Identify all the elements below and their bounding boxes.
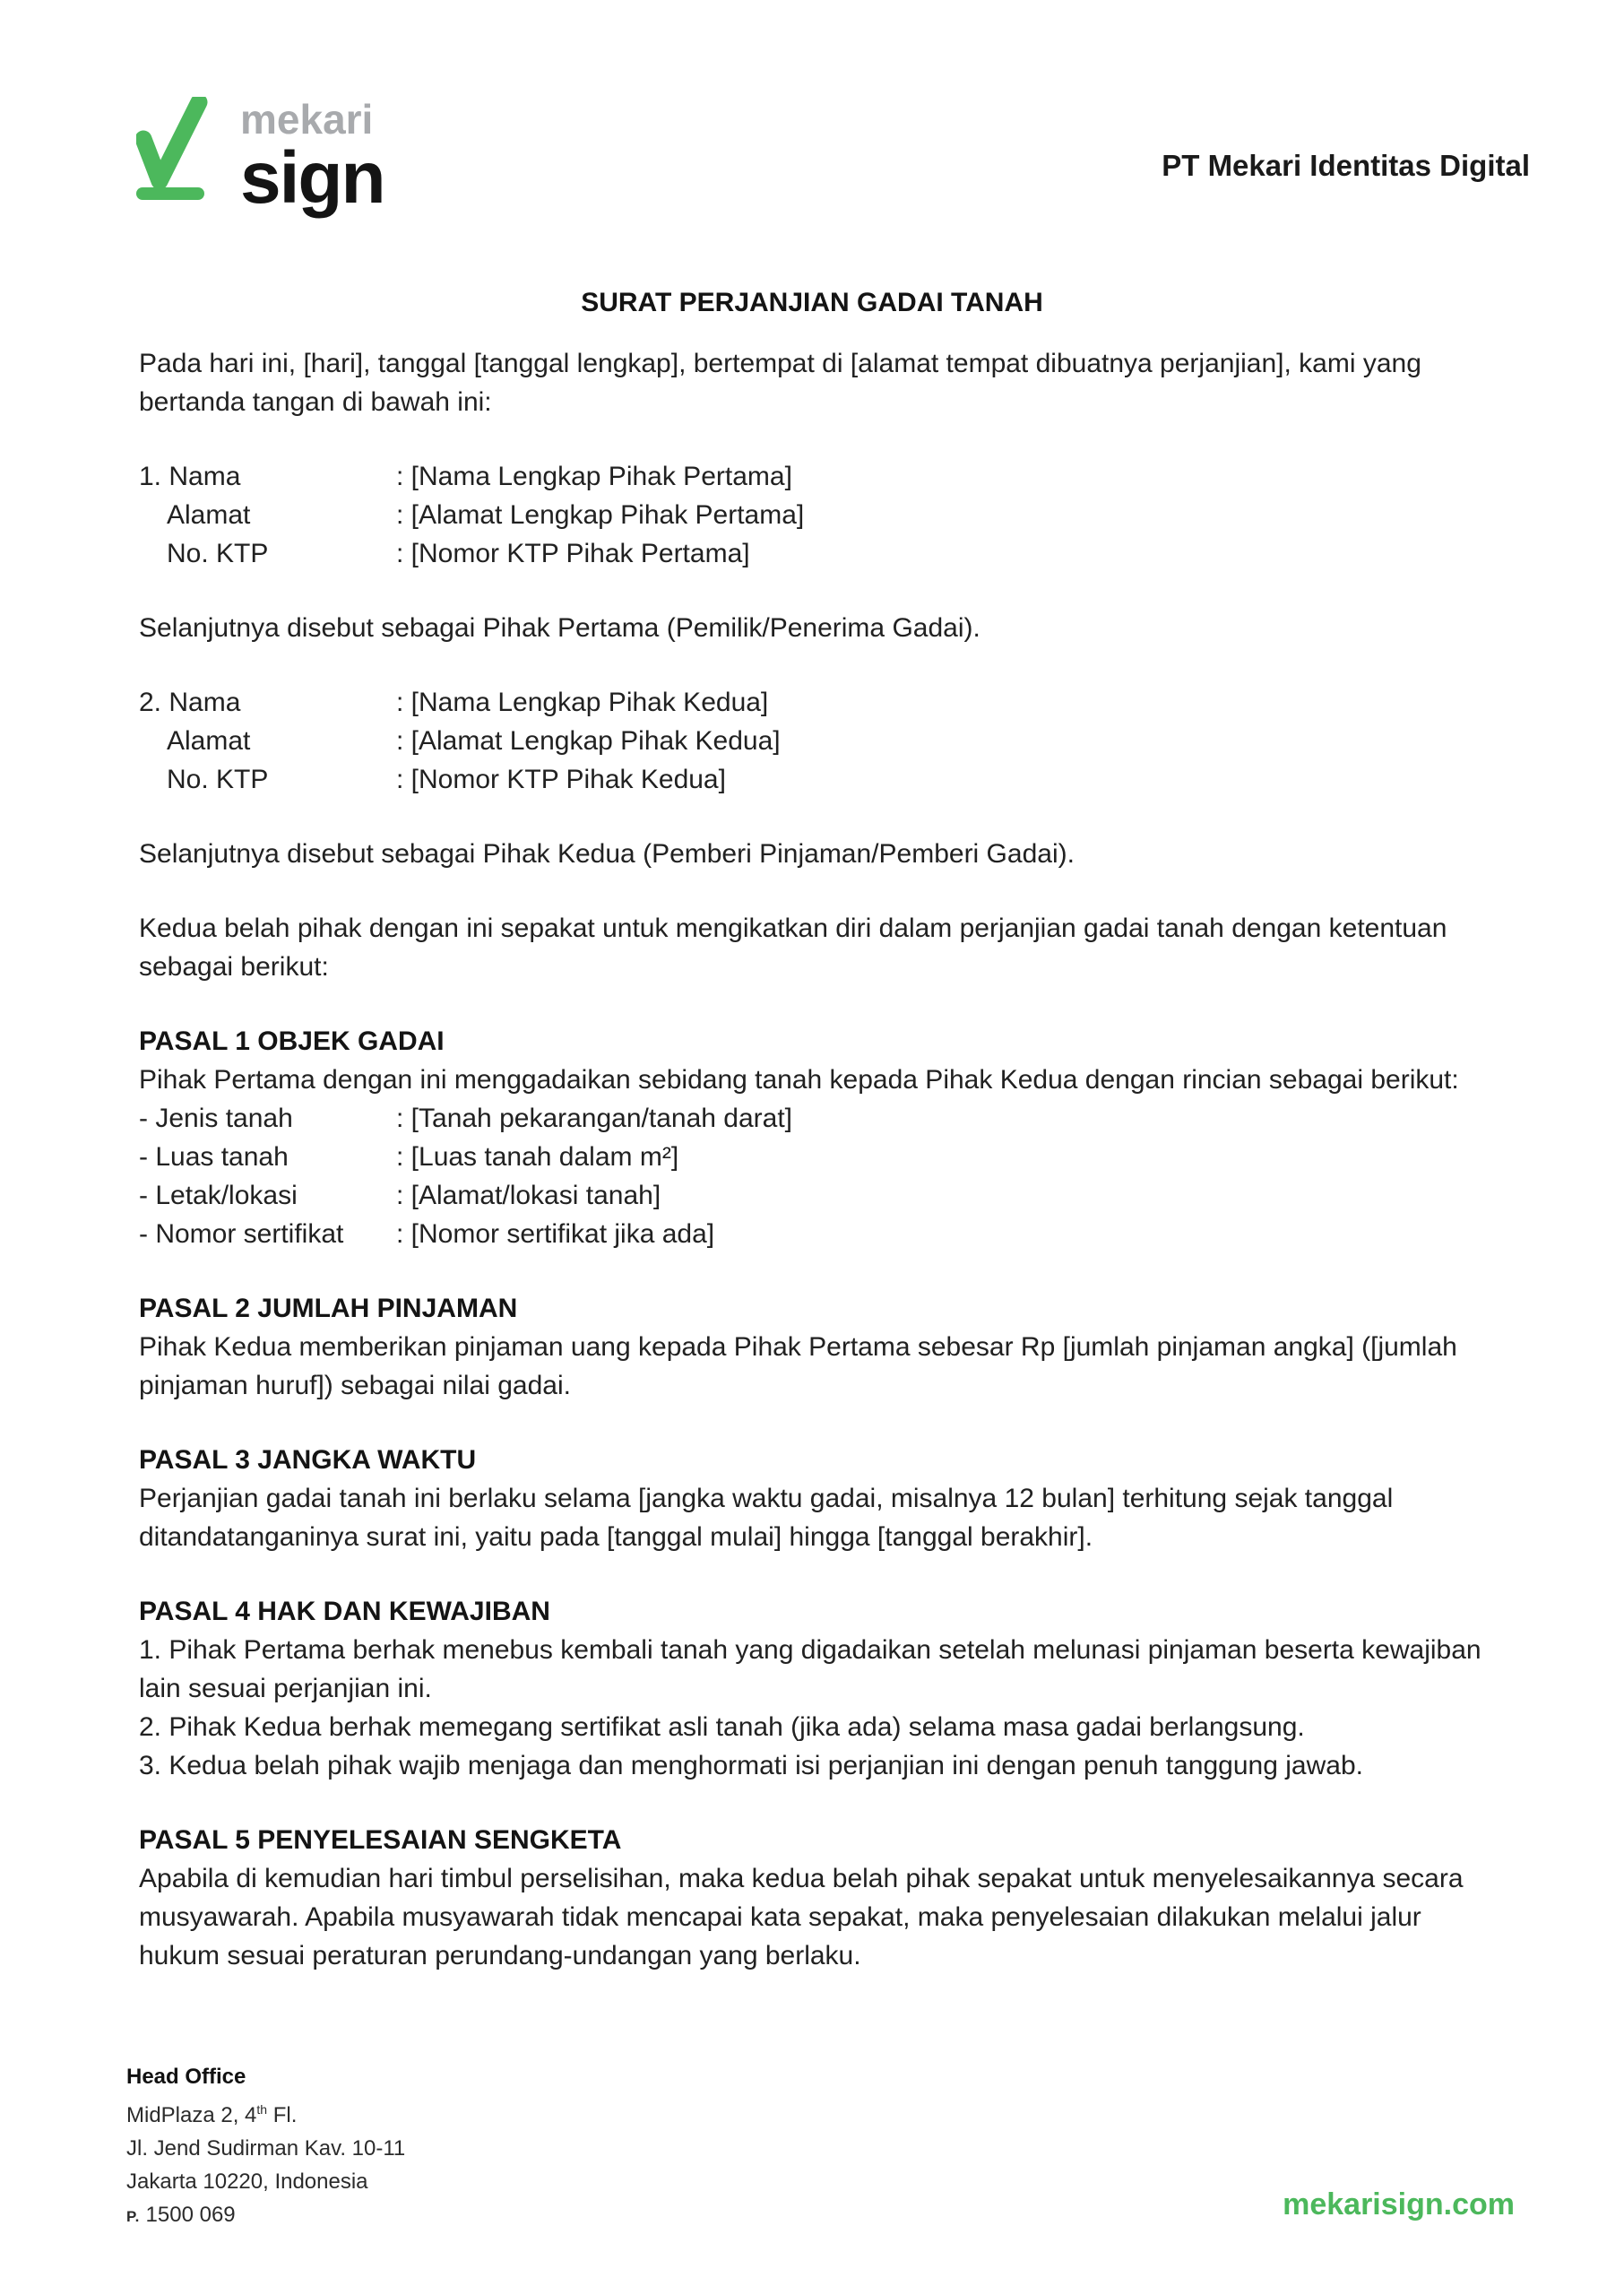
agreement-intro: Kedua belah pihak dengan ini sepakat untuk mengikatkan diri dalam perjanjian gadai tanah dengan ketentuan sebagai berikut:: [139, 914, 1447, 982]
section-pasal-5: [139, 1821, 1485, 1975]
phone-prefix: P.: [126, 2208, 140, 2225]
intro-paragraph: Pada hari ini, [hari], tanggal [tanggal lengkap], bertempat di [alamat tempat dibuatnya perjanjian], kami yang bertanda tangan di bawah ini:: [139, 349, 1421, 417]
party1-note: Selanjutnya disebut sebagai Pihak Pertama (Pemilik/Penerima Gadai).: [139, 613, 980, 643]
detail-row-luas: [139, 1138, 1485, 1176]
field-value: : [Luas tanah dalam m²]: [396, 1142, 679, 1172]
field-value: : [Nama Lengkap Pihak Pertama]: [396, 462, 792, 491]
party2-note: Selanjutnya disebut sebagai Pihak Kedua (Pemberi Pinjaman/Pemberi Gadai).: [139, 839, 1075, 869]
field-label: 1. Nama: [139, 462, 241, 491]
document-content: [139, 283, 1485, 1975]
field-label: - Jenis tanah: [139, 1104, 293, 1133]
party1-row-ktp: [139, 534, 1485, 573]
party2-details: [139, 683, 1485, 799]
detail-row-letak: [139, 1176, 1485, 1215]
party2-row-ktp: [139, 760, 1485, 799]
field-label: Alamat: [167, 500, 251, 530]
document-title: SURAT PERJANJIAN GADAI TANAH: [581, 288, 1043, 317]
field-label: No. KTP: [167, 765, 269, 794]
clause-3: 3. Kedua belah pihak wajib menjaga dan menghormati isi perjanjian ini dengan penuh tanggung jawab.: [139, 1751, 1363, 1780]
section-pasal-2: [139, 1289, 1485, 1405]
field-value: : [Nama Lengkap Pihak Kedua]: [396, 688, 769, 717]
field-value: : [Tanah pekarangan/tanah darat]: [396, 1104, 793, 1133]
field-value: : [Alamat Lengkap Pihak Pertama]: [396, 500, 805, 530]
field-label: Alamat: [167, 726, 251, 756]
field-value: : [Nomor sertifikat jika ada]: [396, 1219, 715, 1249]
field-label: - Nomor sertifikat: [139, 1219, 344, 1249]
footer-address-line2: Jl. Jend Sudirman Kav. 10-11: [126, 2136, 406, 2161]
field-value: : [Alamat/lokasi tanah]: [396, 1181, 661, 1210]
section-body: Apabila di kemudian hari timbul perselisihan, maka kedua belah pihak sepakat untuk menyelesaikannya secara musyawarah. Apabila musyawarah tidak mencapai kata sepakat, maka penyelesaian dilakukan melalui jalur hukum sesuai peraturan perundang-undangan yang berlaku.: [139, 1864, 1464, 1970]
detail-row-sertifikat: [139, 1215, 1485, 1253]
party2-row-alamat: [139, 722, 1485, 760]
party1-details: [139, 457, 1485, 573]
section-heading: PASAL 3 JANGKA WAKTU: [139, 1445, 477, 1475]
footer-office-label: Head Office: [126, 2065, 246, 2089]
section-pasal-1: [139, 1022, 1485, 1253]
address1-post: Fl.: [267, 2103, 298, 2127]
section-heading: PASAL 2 JUMLAH PINJAMAN: [139, 1294, 518, 1323]
logo-word-mekari: mekari: [240, 96, 374, 143]
section-heading: PASAL 1 OBJEK GADAI: [139, 1026, 445, 1056]
logo-wordmark: [240, 74, 384, 219]
section-pasal-3: [139, 1441, 1485, 1556]
party1-row-nama: [139, 457, 1485, 496]
field-value: : [Nomor KTP Pihak Kedua]: [396, 765, 726, 794]
detail-row-jenis: [139, 1099, 1485, 1138]
field-value: : [Nomor KTP Pihak Pertama]: [396, 539, 750, 568]
party2-row-nama: [139, 683, 1485, 722]
footer-address-line1: [126, 2093, 405, 2132]
footer-address-line3: Jakarta 10220, Indonesia: [126, 2169, 368, 2194]
address1-pre: MidPlaza 2, 4: [126, 2103, 257, 2127]
section-body: Pihak Kedua memberikan pinjaman uang kepada Pihak Pertama sebesar Rp [jumlah pinjaman angka] ([jumlah pinjaman huruf]) sebagai nilai gadai.: [139, 1332, 1457, 1400]
field-label: - Letak/lokasi: [139, 1181, 298, 1210]
field-label: 2. Nama: [139, 688, 241, 717]
footer-address-block: [126, 2060, 405, 2233]
website-link[interactable]: mekarisign.com: [1283, 2187, 1515, 2221]
field-label: No. KTP: [167, 539, 269, 568]
check-icon: [136, 97, 212, 200]
clause-1: 1. Pihak Pertama berhak menebus kembali tanah yang digadaikan setelah melunasi pinjaman beserta kewajiban lain sesuai perjanjian ini.: [139, 1635, 1481, 1703]
company-name: PT Mekari Identitas Digital: [1162, 149, 1530, 182]
footer-phone: [126, 2198, 405, 2233]
clause-2: 2. Pihak Kedua berhak memegang sertifikat asli tanah (jika ada) selama masa gadai berlangsung.: [139, 1712, 1305, 1742]
field-value: : [Alamat Lengkap Pihak Kedua]: [396, 726, 781, 756]
address1-sup: th: [256, 2102, 268, 2117]
section-body: Perjanjian gadai tanah ini berlaku selama [jangka waktu gadai, misalnya 12 bulan] terhitung sejak tanggal ditandatanganinya surat ini, yaitu pada [tanggal mulai] hingga [tanggal berakhir].: [139, 1484, 1394, 1552]
party1-row-alamat: [139, 496, 1485, 534]
section-heading: PASAL 5 PENYELESAIAN SENGKETA: [139, 1825, 622, 1855]
section-body: Pihak Pertama dengan ini menggadaikan sebidang tanah kepada Pihak Kedua dengan rincian sebagai berikut:: [139, 1065, 1459, 1095]
logo-word-sign: sign: [240, 137, 384, 219]
section-pasal-4: [139, 1592, 1485, 1785]
section-heading: PASAL 4 HAK DAN KEWAJIBAN: [139, 1597, 550, 1626]
field-label: - Luas tanah: [139, 1142, 289, 1172]
phone-number: 1500 069: [145, 2203, 236, 2227]
mekari-sign-logo: [136, 74, 384, 219]
